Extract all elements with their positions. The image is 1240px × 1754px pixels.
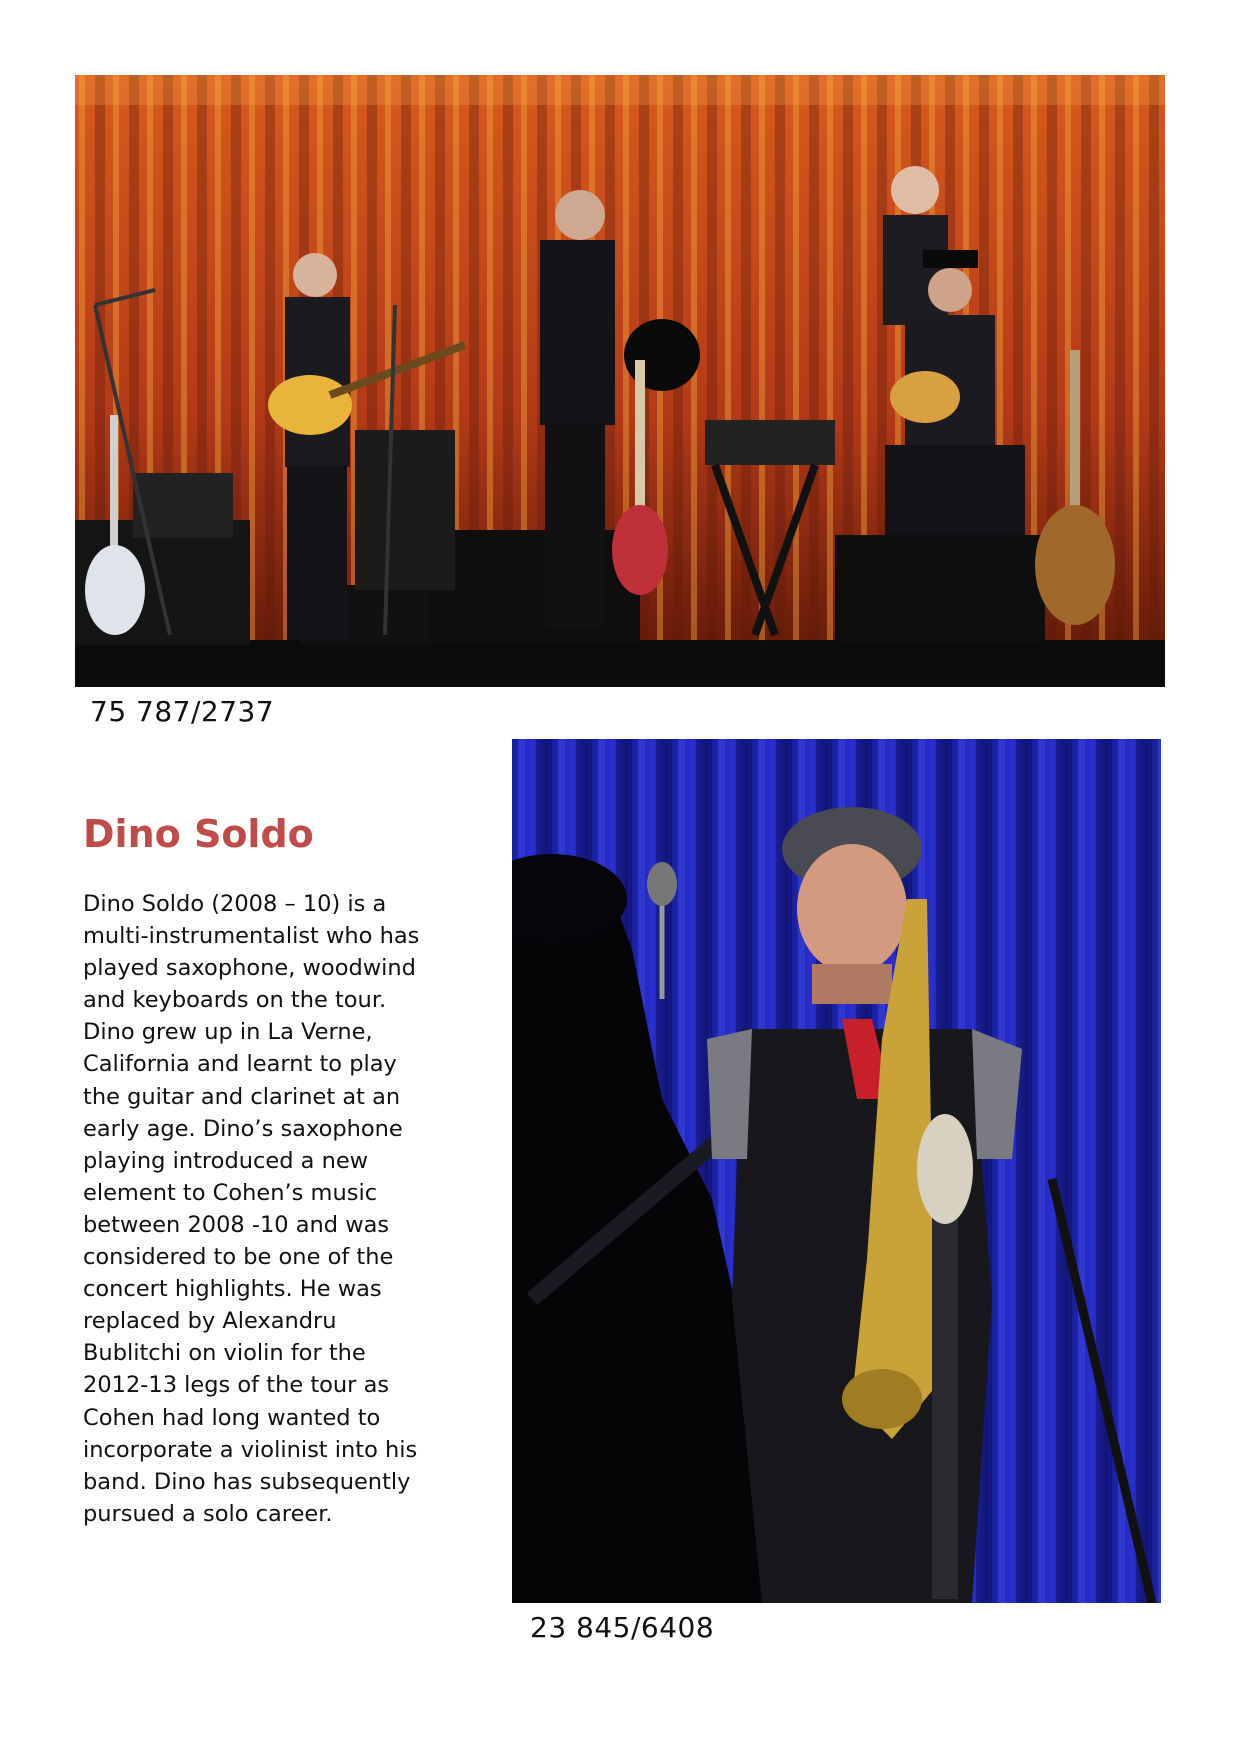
article-body-line: incorporate a violinist into his	[83, 1436, 418, 1463]
article-body-line: Dino Soldo (2008 – 10) is a	[83, 891, 387, 917]
article-body-line: California and learnt to play	[83, 1051, 397, 1078]
article-body-line: band. Dino has subsequently	[83, 1468, 411, 1495]
photo-caption-top: 75 787/2737	[90, 695, 275, 728]
article-body-line: Cohen had long wanted to	[83, 1404, 381, 1431]
article-body-line: 2012-13 legs of the tour as	[83, 1372, 390, 1399]
article-body-line: and keyboards on the tour.	[83, 987, 387, 1014]
article-body-line: concert highlights. He was	[83, 1276, 382, 1303]
article-body-line: pursued a solo career.	[83, 1500, 333, 1527]
photo-caption-bottom: 23 845/6408	[530, 1611, 715, 1644]
article-body-line: replaced by Alexandru	[83, 1308, 337, 1335]
saxophonist-image	[512, 739, 1161, 1603]
article-body-line: the guitar and clarinet at an	[83, 1083, 401, 1110]
article-body-line: between 2008 -10 and was	[83, 1211, 390, 1238]
concert-photo-band	[75, 75, 1165, 687]
article-body-line: early age. Dino’s saxophone	[83, 1115, 403, 1142]
article-heading: Dino Soldo	[83, 812, 314, 856]
article-body-line: Dino grew up in La Verne,	[83, 1019, 373, 1046]
concert-photo-saxophonist	[512, 739, 1161, 1603]
article-body-line: element to Cohen’s music	[83, 1179, 378, 1206]
band-on-stage-image	[75, 75, 1165, 687]
article-body-line: played saxophone, woodwind	[83, 955, 416, 982]
article-body-line: Bublitchi on violin for the	[83, 1340, 366, 1367]
article-body-line: playing introduced a new	[83, 1147, 369, 1174]
article-body-line: multi-instrumentalist who has	[83, 923, 420, 950]
article-body-line: considered to be one of the	[83, 1244, 394, 1271]
article-body	[83, 888, 443, 1530]
